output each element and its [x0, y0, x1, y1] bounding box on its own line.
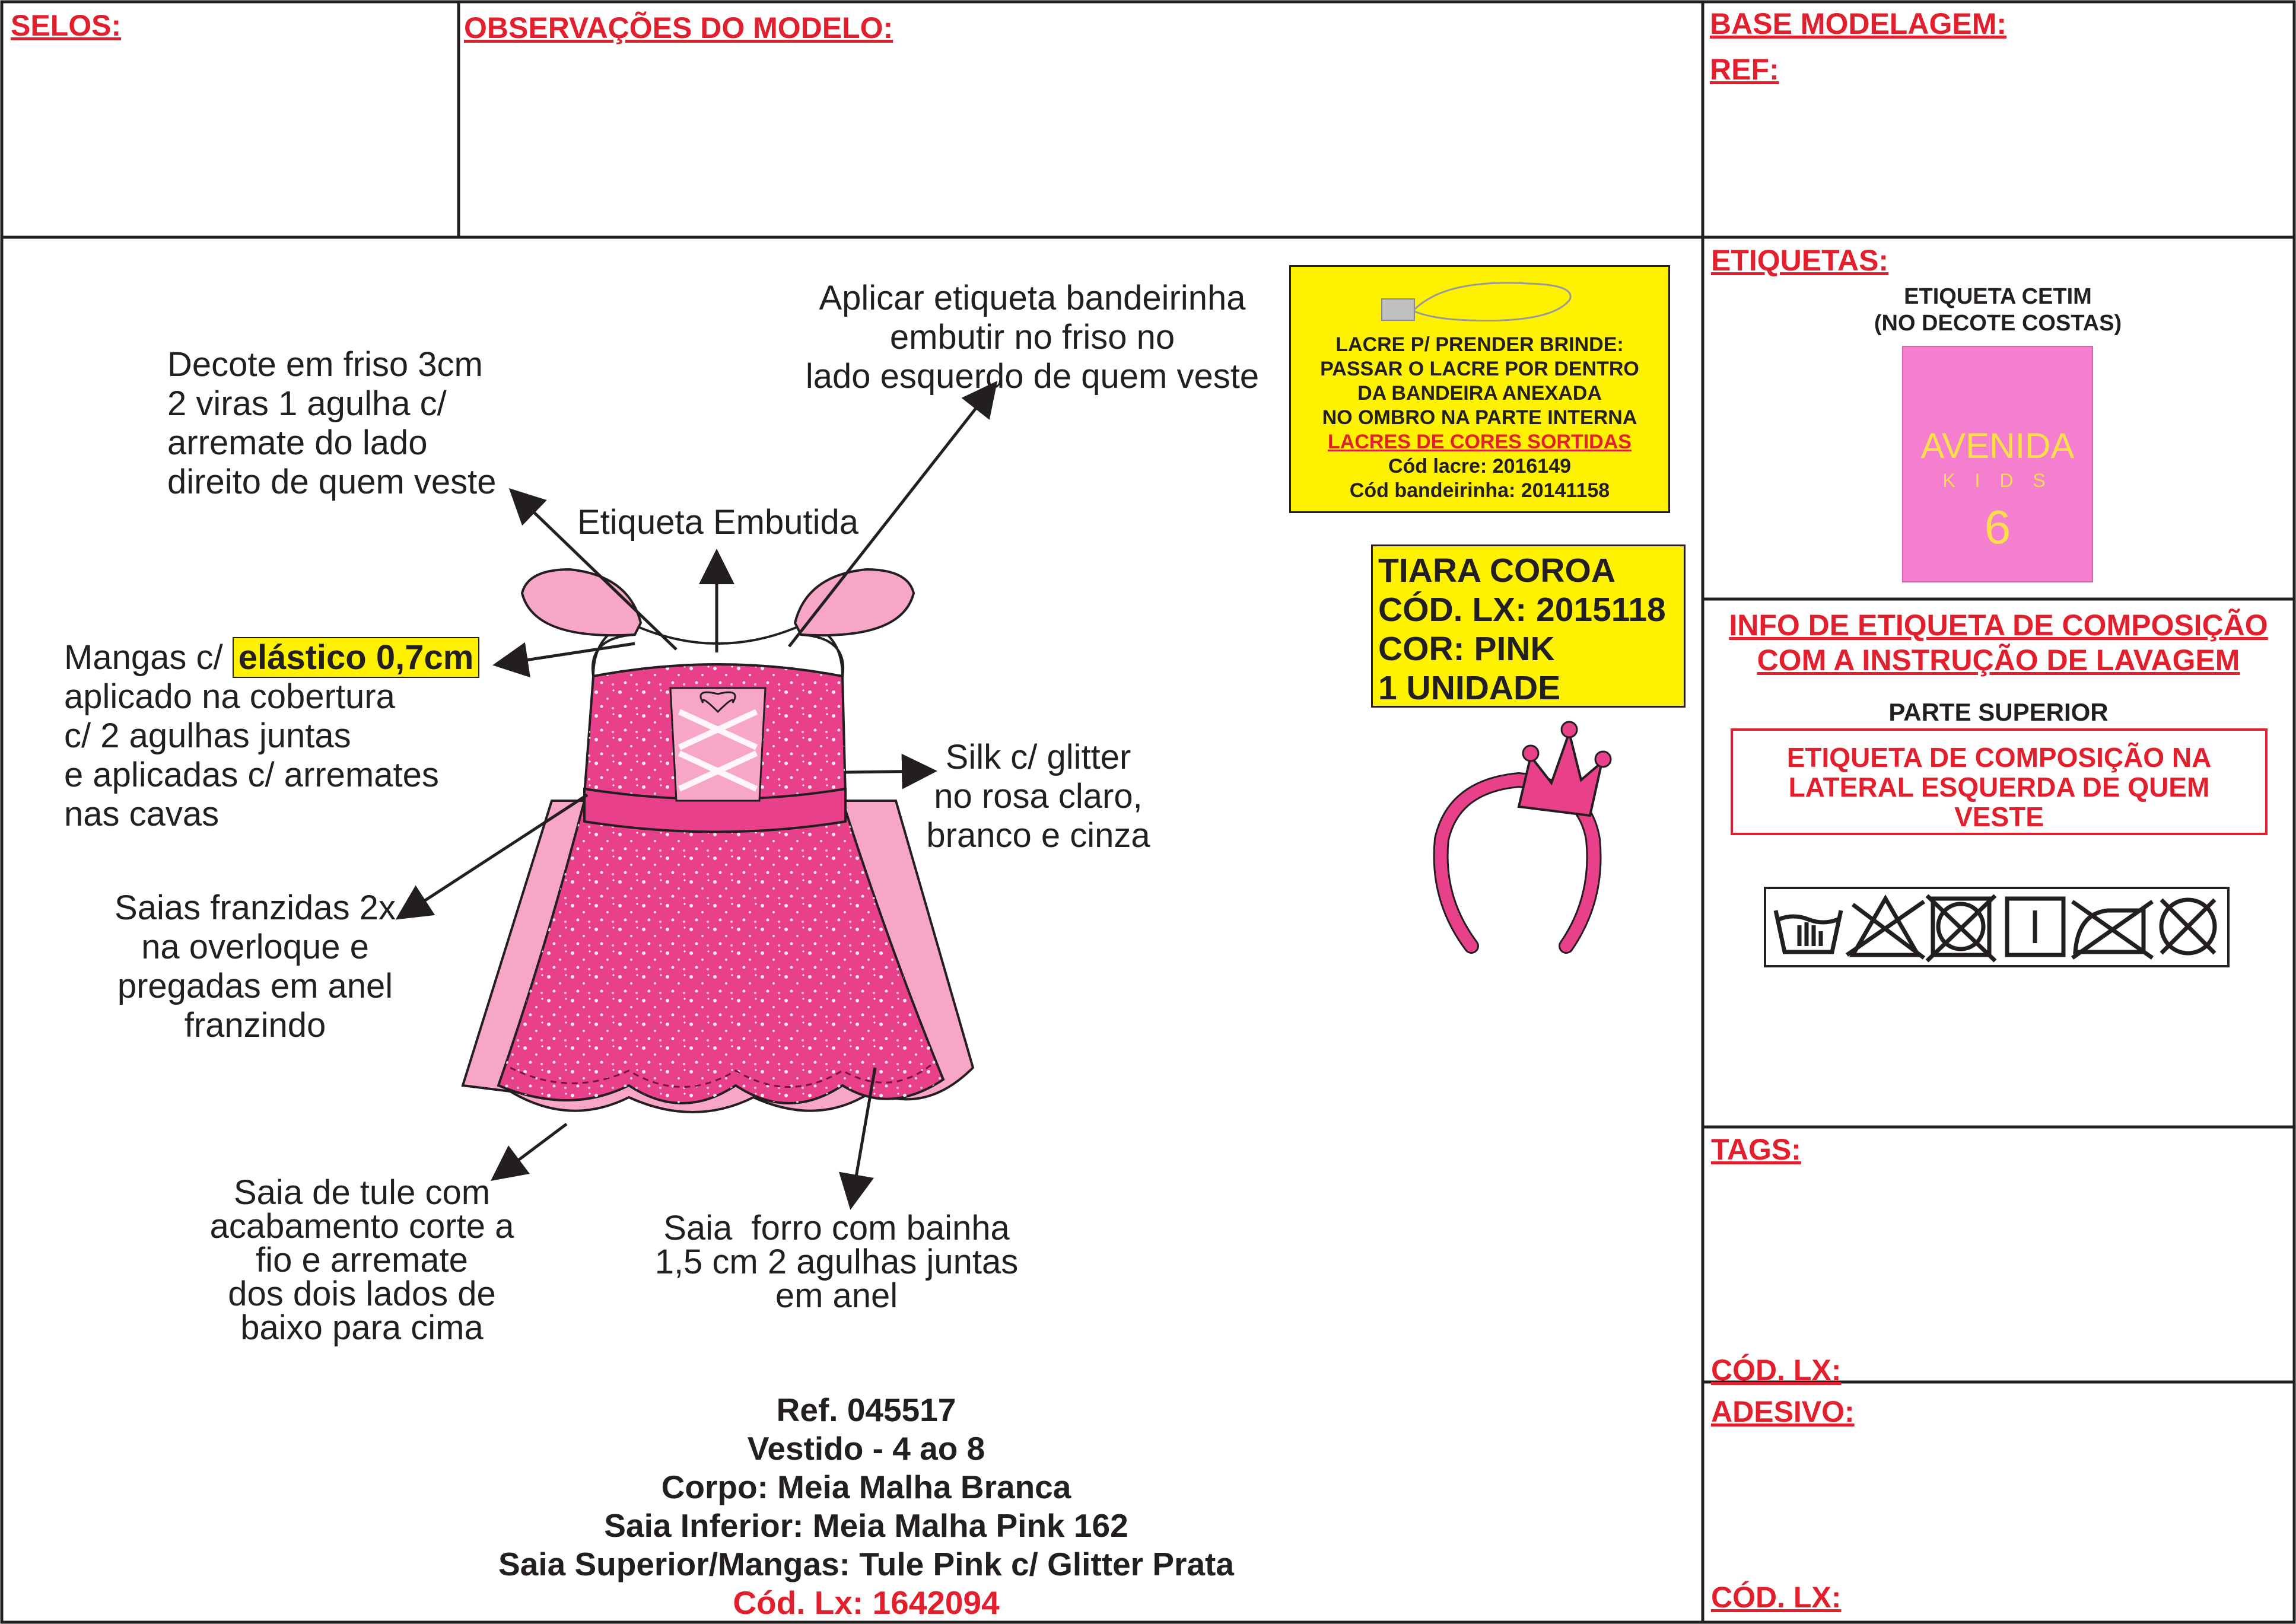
- annotation-line: 2 viras 1 agulha c/: [167, 384, 447, 423]
- parte-superior: PARTE SUPERIOR: [1888, 698, 2109, 726]
- tiara-line: TIARA COROA: [1378, 552, 1616, 590]
- annotation-line: franzindo: [184, 1006, 326, 1045]
- product-saia-inferior: Saia Inferior: Meia Malha Pink 162: [604, 1507, 1128, 1544]
- tiara-line: COR: PINK: [1378, 630, 1555, 668]
- tags-cod-lx: CÓD. LX:: [1711, 1354, 1842, 1387]
- annotation-saias-franzidas: [101, 889, 409, 1045]
- base-modelagem-label: BASE MODELAGEM:: [1710, 7, 2006, 40]
- annotation-silk: [914, 738, 1163, 855]
- annotation-mangas: [64, 638, 479, 834]
- observacoes-label: OBSERVAÇÕES DO MODELO:: [464, 11, 893, 44]
- annotation-line: na overloque e: [141, 928, 369, 966]
- adesivo-label: ADESIVO:: [1711, 1395, 1855, 1428]
- lacre-cores-sortidas: LACRES DE CORES SORTIDAS: [1328, 431, 1632, 453]
- lacre-line: LACRE P/ PRENDER BRINDE:: [1335, 333, 1624, 356]
- annotation-line: direito de quem veste: [167, 463, 497, 501]
- annotation-line: baixo para cima: [240, 1308, 484, 1347]
- cod-lacre: Cód lacre: 2016149: [1388, 455, 1572, 477]
- annotation-line: pregadas em anel: [117, 967, 393, 1005]
- cod-bandeirinha: Cód bandeirinha: 20141158: [1349, 479, 1610, 502]
- annotation-line: dos dois lados de: [228, 1275, 496, 1313]
- lacre-line: PASSAR O LACRE POR DENTRO: [1320, 358, 1639, 380]
- annotation-line: nas cavas: [64, 795, 220, 833]
- info-title-line: INFO DE ETIQUETA DE COMPOSIÇÃO: [1729, 609, 2268, 642]
- label-brand: AVENIDA: [1920, 426, 2075, 466]
- lacre-box: [1289, 265, 1670, 513]
- composicao-box: [1731, 728, 2268, 835]
- info-title-line: COM A INSTRUÇÃO DE LAVAGEM: [1757, 644, 2240, 677]
- annotation-line: lado esquerdo de quem veste: [805, 357, 1260, 396]
- elastico-highlight: elástico 0,7cm: [233, 637, 480, 678]
- lacre-line: DA BANDEIRA ANEXADA: [1357, 382, 1602, 405]
- annotation-line: acabamento corte a: [209, 1207, 514, 1246]
- tiara-crown-icon: [1430, 721, 1626, 958]
- product-cod-lx: Cód. Lx: 1642094: [733, 1584, 1000, 1621]
- composicao-line: ETIQUETA DE COMPOSIÇÃO NA: [1786, 742, 2212, 773]
- annotation-line: 1,5 cm 2 agulhas juntas: [654, 1243, 1019, 1281]
- annotation-line: Aplicar etiqueta bandeirinha: [819, 279, 1246, 317]
- label-size: 6: [1984, 501, 2011, 553]
- etiqueta-cetim-caption: [1709, 284, 2287, 337]
- lacre-line: NO OMBRO NA PARTE INTERNA: [1322, 406, 1637, 429]
- annotation-line: Decote em friso 3cm: [167, 345, 483, 384]
- selos-label: SELOS:: [11, 9, 122, 42]
- annotation-line: Saia de tule com: [233, 1173, 491, 1212]
- annotation-line: em anel: [775, 1276, 898, 1315]
- annotation-line: branco e cinza: [926, 816, 1150, 855]
- tiara-line: 1 UNIDADE: [1378, 669, 1561, 707]
- composicao-line: VESTE: [1954, 801, 2044, 832]
- no-decote-costas: (NO DECOTE COSTAS): [1874, 311, 2122, 336]
- etiqueta-cetim: ETIQUETA CETIM: [1904, 284, 2092, 309]
- annotation-line: Saia forro com bainha: [663, 1209, 1010, 1247]
- tiara-line: CÓD. LX: 2015118: [1378, 591, 1666, 629]
- label-sub: K I D S: [1942, 470, 2053, 491]
- info-composicao-title: [1703, 608, 2294, 678]
- adesivo-cod-lx: CÓD. LX:: [1711, 1581, 1842, 1614]
- annotation-line: embutir no friso no: [889, 318, 1175, 356]
- ref-label: REF:: [1710, 53, 1779, 86]
- annotation-line: Silk c/ glitter: [945, 738, 1131, 776]
- product-name: Vestido - 4 ao 8: [747, 1430, 985, 1467]
- annotation-line: fio e arremate: [256, 1241, 468, 1279]
- etiquetas-label: ETIQUETAS:: [1711, 244, 1889, 277]
- annotation-etiqueta-embutida: Etiqueta Embutida: [577, 503, 858, 542]
- product-saia-superior: Saia Superior/Mangas: Tule Pink c/ Glitter Prata: [498, 1546, 1234, 1582]
- composicao-line: LATERAL ESQUERDA DE QUEM: [1788, 772, 2210, 803]
- mangas-prefix: Mangas c/: [64, 638, 223, 677]
- annotation-line: c/ 2 agulhas juntas: [64, 717, 351, 755]
- annotation-saia-forro: [641, 1211, 1032, 1313]
- product-info: [415, 1391, 1317, 1622]
- product-ref: Ref. 045517: [776, 1391, 956, 1428]
- annotation-line: no rosa claro,: [934, 777, 1143, 816]
- annotation-decote: [167, 345, 497, 502]
- tiara-box: [1371, 544, 1686, 708]
- annotation-line: e aplicadas c/ arremates: [64, 756, 439, 794]
- care-symbols: [1764, 887, 2230, 967]
- annotation-line: Saias franzidas 2x: [115, 889, 396, 927]
- product-corpo: Corpo: Meia Malha Branca: [661, 1469, 1071, 1505]
- annotation-line: aplicado na cobertura: [64, 677, 395, 716]
- brand-label: [1903, 347, 2092, 581]
- tags-label: TAGS:: [1711, 1133, 1801, 1166]
- lacre-seal-icon: [1291, 267, 1672, 332]
- annotation-line: arremate do lado: [167, 423, 428, 462]
- annotation-saia-tule: [196, 1173, 528, 1347]
- annotation-bandeirinha: [795, 279, 1270, 396]
